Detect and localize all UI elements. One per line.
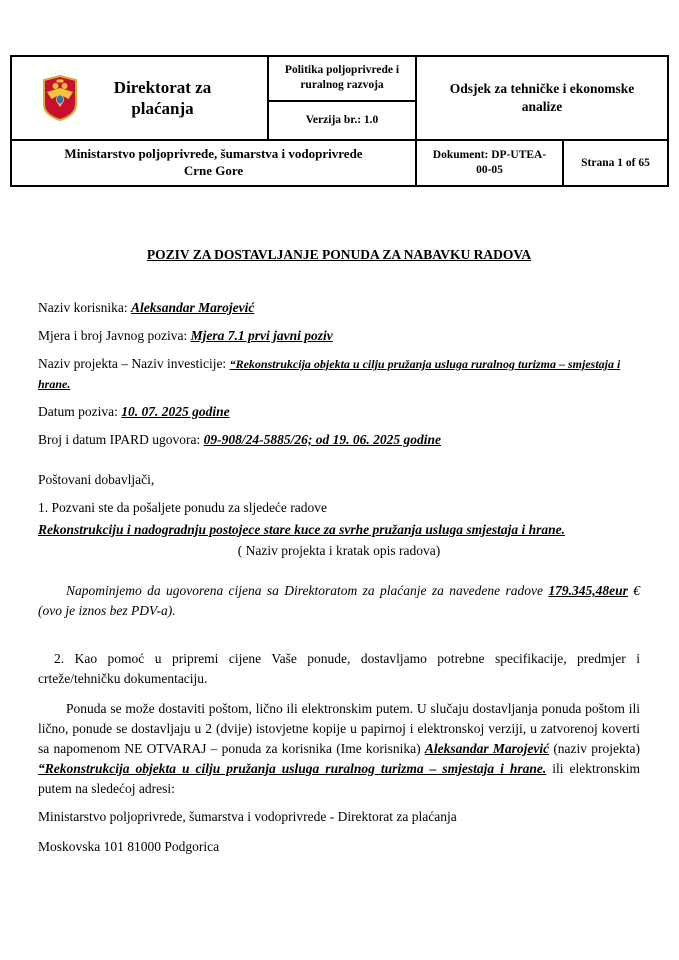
- directorate-title: Direktorat za plaćanja: [113, 77, 212, 118]
- works-caption: ( Naziv projekta i kratak opis radova): [237, 543, 441, 558]
- header-policy-text: Politika poljoprivrede i ruralnog razvoja: [269, 57, 415, 102]
- submission-project-name: “Rekonstrukcija objekta u cilju pružanja usluga ruralnog turizma – smjestaja i hrane.: [38, 761, 547, 776]
- submission-text-3: ili elektronskim putem na sledećoj adresi:: [38, 761, 640, 796]
- list-item-2: 2. Kao pomoć u pripremi cijene Vaše ponude, dostavljamo potrebne specifikacije, predmjer i crteže/tehničku dokumentaciju.: [38, 651, 640, 686]
- price-note-text-2: € (ovo je iznos bez PDV-a).: [38, 583, 640, 618]
- salutation-text: Poštovani dobavljači,: [38, 472, 155, 487]
- field-date: [38, 402, 640, 422]
- submission-text-1: Ponuda se može dostaviti poštom, lično ili elektronskim putem. U slučaju dostavljanja ponuda poštom ili lično, ponude se dostavljaju u 2 (dvije) istovjetne kopije u papirnoj i elektronskoj verziji, u zatvorenoj koverti sa napomenom NE OTVARAJ – ponuda za korisnika (Ime korisnika): [38, 701, 640, 756]
- field-contract: [38, 430, 640, 450]
- submission-instructions-paragraph: [38, 699, 640, 799]
- measure-value: Mjera 7.1 prvi javni poziv: [190, 328, 333, 343]
- works-description: Rekonstrukciju i nadogradnju postojece stare kuce za svrhe pružanja usluga smjestaja i hrane.: [38, 522, 565, 537]
- header-department-text: Odsjek za tehničke i ekonomske analize: [449, 80, 635, 114]
- price-note-paragraph: [38, 581, 640, 621]
- document-body: [38, 0, 640, 857]
- header-page-number: Strana 1 of 65: [581, 157, 650, 169]
- price-note-text-1: Napominjemo da ugovorena cijena sa Direktoratom za plaćanje za navedene radove: [66, 583, 549, 598]
- field-list: [38, 298, 640, 450]
- address-line-2: Moskovska 101 81000 Podgorica: [38, 839, 220, 854]
- date-value: 10. 07. 2025 godine: [121, 404, 230, 419]
- field-measure: [38, 326, 640, 346]
- contract-label: Broj i datum IPARD ugovora:: [38, 432, 204, 447]
- field-project: [38, 354, 640, 394]
- submission-text-2: (naziv projekta): [549, 741, 640, 756]
- address-line-1: Ministarstvo poljoprivrede, šumarstva i vodoprivrede - Direktorat za plaćanja: [38, 809, 457, 824]
- project-value: “Rekonstrukcija objekta u cilju pružanja usluga ruralnog turizma – smjestaja i hrane.: [38, 357, 621, 391]
- submission-beneficiary-name: Aleksandar Marojević: [424, 741, 550, 756]
- header-ministry-text: Ministarstvo poljoprivrede, šumarstva i vodoprivrede Crne Gore: [12, 141, 417, 185]
- header-document-number: Dokument: DP-UTEA-00-05: [417, 141, 564, 185]
- date-label: Datum poziva:: [38, 404, 122, 419]
- measure-label: Mjera i broj Javnog poziva:: [38, 328, 191, 343]
- header-version-text: Verzija br.: 1.0: [305, 114, 379, 127]
- beneficiary-value: Aleksandar Marojević: [130, 300, 255, 315]
- project-label: Naziv projekta – Naziv investicije:: [38, 356, 230, 371]
- list-item-1: 1. Pozvani ste da pošaljete ponudu za sljedeće radove: [38, 500, 328, 515]
- beneficiary-label: Naziv korisnika:: [38, 300, 131, 315]
- contract-amount: 179.345,48eur: [548, 583, 628, 598]
- field-beneficiary: [38, 298, 640, 318]
- document-title: POZIV ZA DOSTAVLJANJE PONUDA ZA NABAVKU RADOVA: [146, 247, 532, 262]
- contract-value: 09-908/24-5885/26; od 19. 06. 2025 godine: [203, 432, 442, 447]
